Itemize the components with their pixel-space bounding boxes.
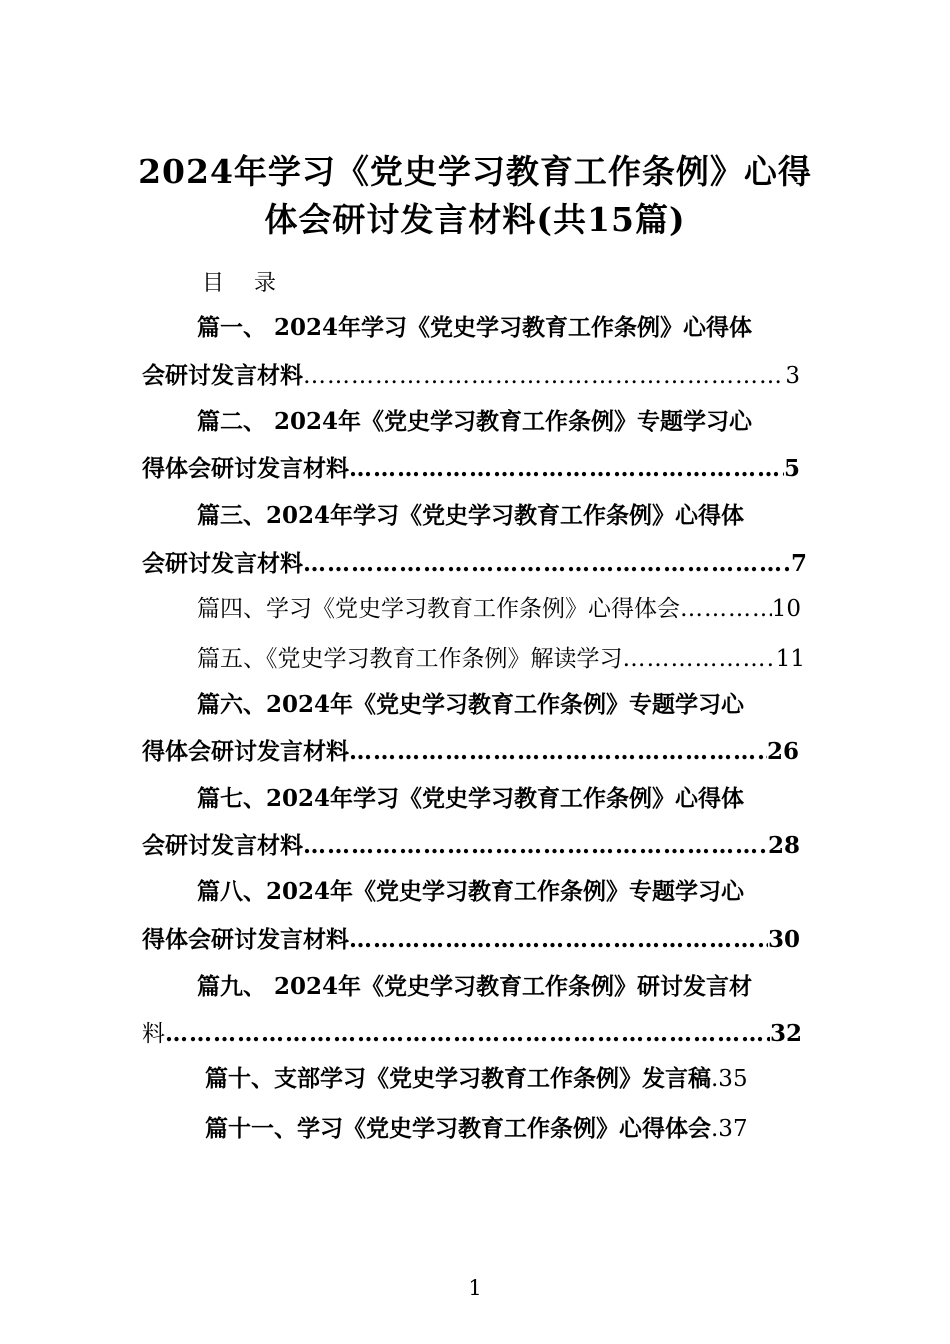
toc-entry-4-text: 篇四、学习《党史学习教育工作条例》心得体会 [197,596,680,622]
leader-dots [349,925,768,955]
toc-entry-4-page: 10 [771,596,801,622]
toc-entry-5[interactable] [197,644,805,674]
toc-entry-11[interactable] [205,1114,748,1144]
toc-entry-3-text: 会研讨发言材料 [142,550,303,577]
toc-entry-10-text: 篇十、支部学习《党史学习教育工作条例》发言稿 [205,1065,711,1092]
toc-entry-2-line-2[interactable] [142,454,800,484]
page-number: 1 [468,1276,482,1300]
toc-entry-8-text: 得体会研讨发言材料 [142,926,349,953]
toc-entry-9-text: 料 [142,1021,165,1047]
toc-entry-10-page: .35 [711,1066,748,1092]
toc-entry-4[interactable] [197,594,801,624]
toc-entry-2-line-1[interactable]: 篇二、 2024年《党史学习教育工作条例》专题学习心 [197,408,753,435]
toc-entry-7-text: 会研讨发言材料 [142,832,303,859]
leader-dots [680,594,772,624]
toc-entry-6-text: 得体会研讨发言材料 [142,738,349,765]
toc-entry-3-line-1[interactable]: 篇三、2024年学习《党史学习教育工作条例》心得体 [197,502,745,529]
toc-entry-11-page: .37 [711,1116,748,1142]
toc-entry-7-page: 28 [767,832,800,859]
toc-entry-11-text: 篇十一、学习《党史学习教育工作条例》心得体会 [205,1115,711,1142]
toc-entry-5-text: 篇五、《党史学习教育工作条例》解读学习 [197,646,623,672]
toc-entry-2-text: 得体会研讨发言材料 [142,455,349,482]
toc-heading: 目录 [202,271,307,296]
toc-entry-5-page: 11 [775,646,805,672]
leader-dots [303,361,785,391]
leader-dots [349,454,784,484]
document-title-line-1: 2024年学习《党史学习教育工作条例》心得 [138,152,812,191]
toc-entry-8-line-2[interactable] [142,925,800,955]
toc-entry-1-line-1[interactable]: 篇一、 2024年学习《党史学习教育工作条例》心得体 [197,314,753,341]
toc-entry-7-line-2[interactable] [142,831,800,861]
toc-entry-6-line-2[interactable] [142,737,799,767]
toc-entry-6-page: 26 [766,738,799,765]
document-title-line-2: 体会研讨发言材料(共15篇) [264,200,686,239]
toc-entry-3-line-2[interactable] [142,549,807,579]
toc-entry-9-page: 32 [769,1020,802,1047]
leader-dots [303,549,791,579]
toc-entry-8-page: 30 [767,926,800,953]
toc-entry-2-page: 5 [783,455,800,482]
leader-dots [165,1019,770,1049]
leader-dots [623,644,776,674]
leader-dots [349,737,767,767]
toc-entry-3-page: 7 [790,550,807,577]
toc-entry-1-line-2[interactable] [142,361,800,391]
leader-dots [303,831,768,861]
toc-entry-6-line-1[interactable]: 篇六、2024年《党史学习教育工作条例》专题学习心 [197,691,745,718]
toc-entry-1-page: 3 [785,363,800,389]
toc-entry-8-line-1[interactable]: 篇八、2024年《党史学习教育工作条例》专题学习心 [197,878,745,905]
toc-entry-9-line-1[interactable]: 篇九、 2024年《党史学习教育工作条例》研讨发言材 [197,973,753,1000]
toc-entry-10[interactable] [205,1064,748,1094]
toc-entry-9-line-2[interactable] [142,1019,802,1049]
toc-entry-1-text: 会研讨发言材料 [142,362,303,389]
toc-entry-7-line-1[interactable]: 篇七、2024年学习《党史学习教育工作条例》心得体 [197,785,745,812]
